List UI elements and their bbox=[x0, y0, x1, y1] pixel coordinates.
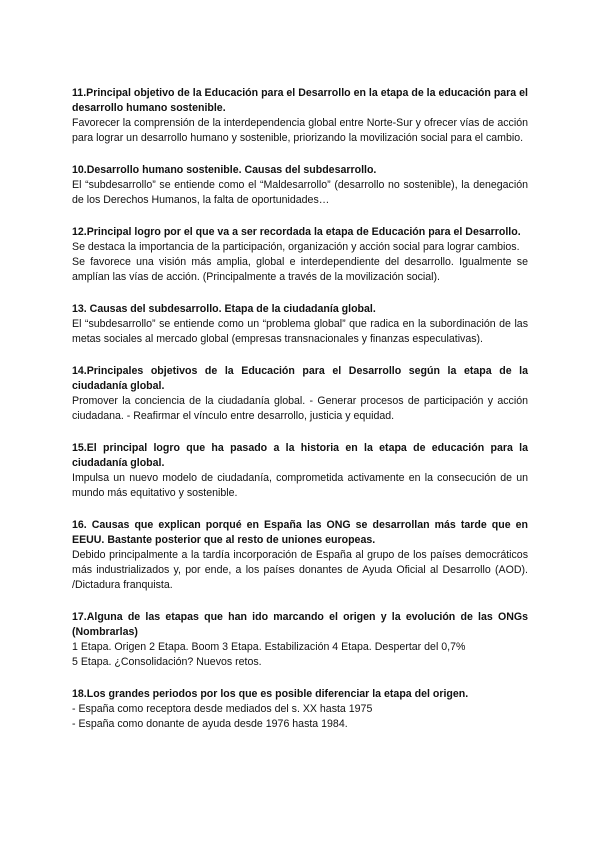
question-heading: 16. Causas que explican porqué en España las ONG se desarrollan más tarde que en EEUU. Bastante posterior que al resto de uniones europeas. bbox=[72, 519, 528, 546]
answer-paragraph: - España como donante de ayuda desde 1976 hasta 1984. bbox=[72, 718, 348, 730]
qa-section-11 bbox=[72, 86, 528, 146]
answer-paragraph: 5 Etapa. ¿Consolidación? Nuevos retos. bbox=[72, 656, 262, 668]
question-heading: 10.Desarrollo humano sostenible. Causas del subdesarrollo. bbox=[72, 164, 377, 176]
qa-section-16 bbox=[72, 518, 528, 593]
answer-paragraph: Debido principalmente a la tardía incorporación de España al grupo de los países democráticos más industrializados y, por ende, a los países donantes de Ayuda Oficial al Desarrollo (AOD). /Dictadura franquista. bbox=[72, 549, 528, 591]
qa-section-14 bbox=[72, 364, 528, 424]
answer-paragraph: El “subdesarrollo” se entiende como el “Maldesarrollo” (desarrollo no sostenible), la denegación de los Derechos Humanos, la falta de oportunidades… bbox=[72, 179, 528, 206]
qa-section-18 bbox=[72, 687, 528, 732]
answer-paragraph: El “subdesarrollo” se entiende como un “problema global” que radica en la subordinación de las metas sociales al mercado global (empresas transnacionales y finanzas especulativas). bbox=[72, 318, 528, 345]
answer-paragraph: - España como receptora desde mediados del s. XX hasta 1975 bbox=[72, 703, 373, 715]
answer-paragraph: Se destaca la importancia de la participación, organización y acción social para lograr cambios. bbox=[72, 241, 520, 253]
answer-paragraph: Favorecer la comprensión de la interdependencia global entre Norte-Sur y ofrecer vías de acción para lograr un desarrollo humano y sostenible, priorizando la movilización social para el cambio. bbox=[72, 117, 528, 144]
document-page bbox=[72, 86, 528, 749]
answer-paragraph: 1 Etapa. Origen 2 Etapa. Boom 3 Etapa. Estabilización 4 Etapa. Despertar del 0,7% bbox=[72, 641, 466, 653]
qa-section-12 bbox=[72, 225, 528, 285]
qa-section-10 bbox=[72, 163, 528, 208]
question-heading: 13. Causas del subdesarrollo. Etapa de la ciudadanía global. bbox=[72, 303, 376, 315]
answer-paragraph: Impulsa un nuevo modelo de ciudadanía, comprometida activamente en la consecución de un mundo más equitativo y sostenible. bbox=[72, 472, 528, 499]
question-heading: 12.Principal logro por el que va a ser recordada la etapa de Educación para el Desarrollo. bbox=[72, 226, 521, 238]
qa-section-15 bbox=[72, 441, 528, 501]
answer-paragraph: Promover la conciencia de la ciudadanía global. - Generar procesos de participación y acción ciudadana. - Reafirmar el vínculo entre desarrollo, justicia y equidad. bbox=[72, 395, 528, 422]
question-heading: 14.Principales objetivos de la Educación para el Desarrollo según la etapa de la ciudadanía global. bbox=[72, 365, 528, 392]
question-heading: 15.El principal logro que ha pasado a la historia en la etapa de educación para la ciudadanía global. bbox=[72, 442, 528, 469]
question-heading: 18.Los grandes periodos por los que es posible diferenciar la etapa del origen. bbox=[72, 688, 469, 700]
question-heading: 11.Principal objetivo de la Educación para el Desarrollo en la etapa de la educación para el desarrollo humano sostenible. bbox=[72, 87, 528, 114]
answer-paragraph: Se favorece una visión más amplia, global e interdependiente del desarrollo. Igualmente se amplían las vías de acción. (Principalmente a través de la movilización social). bbox=[72, 256, 528, 283]
question-heading: 17.Alguna de las etapas que han ido marcando el origen y la evolución de las ONGs (Nombrarlas) bbox=[72, 611, 528, 638]
qa-section-17 bbox=[72, 610, 528, 670]
qa-section-13 bbox=[72, 302, 528, 347]
